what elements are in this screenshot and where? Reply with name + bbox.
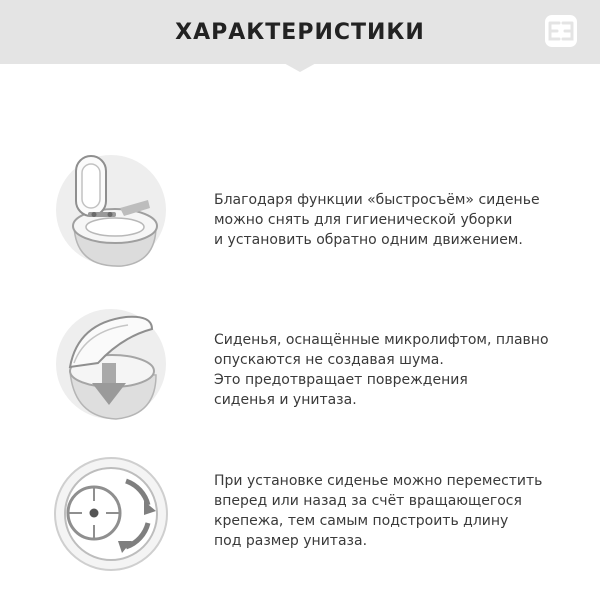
feature-text-line: опускаются не создавая шума. [214,352,444,368]
feature-text-2 [214,330,594,410]
toilet-quick-release-icon [52,150,170,268]
page-title: ХАРАКТЕРИСТИКИ [175,20,425,45]
feature-text-line: При установке сиденье можно переместить [214,473,543,489]
feature-text-1 [214,190,594,250]
brand-logo-icon [544,14,578,48]
feature-text-line: можно снять для гигиенической уборки [214,212,513,228]
feature-text-line: Это предотвращает повреждения [214,372,468,388]
feature-text-line: крепежа, тем самым подстроить длину [214,513,509,529]
soft-close-lid-icon [52,305,170,423]
feature-text-line: Благодаря функции «быстросъём» сиденье [214,192,540,208]
feature-text-line: сиденья и унитаза. [214,392,357,408]
feature-text-line: вперед или назад за счёт вращающегося [214,493,522,509]
feature-text-line: и установить обратно одним движением. [214,232,523,248]
feature-text-line: под размер унитаза. [214,533,368,549]
rotating-mount-icon [52,455,170,573]
feature-text-3 [214,471,594,551]
feature-text-line: Сиденья, оснащённые микролифтом, плавно [214,332,549,348]
